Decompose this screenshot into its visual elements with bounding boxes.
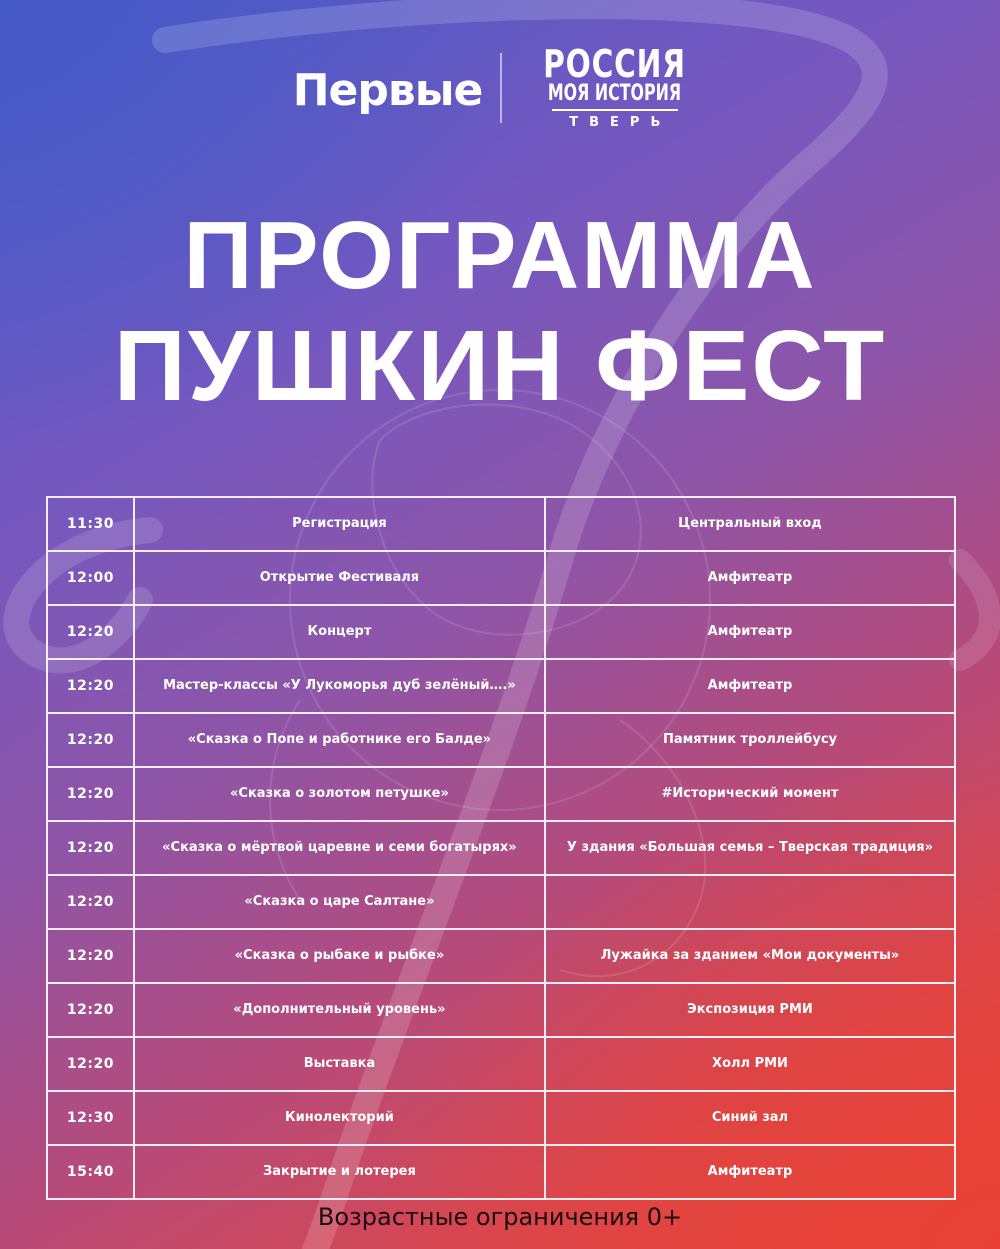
time-cell: 12:30	[47, 1091, 134, 1145]
time-cell: 12:20	[47, 659, 134, 713]
age-rating: Возрастные ограничения 0+	[317, 1203, 683, 1231]
time-cell: 12:20	[47, 983, 134, 1037]
time-cell: 12:20	[47, 821, 134, 875]
place-cell: Экспозиция РМИ	[545, 983, 955, 1037]
time-cell: 12:20	[47, 875, 134, 929]
event-cell: Регистрация	[134, 497, 545, 551]
place-cell: Амфитеатр	[545, 659, 955, 713]
place-cell: Амфитеатр	[545, 551, 955, 605]
place-cell: Амфитеатр	[545, 1145, 955, 1199]
page-title-line1: ПРОГРАММА	[183, 202, 817, 309]
schedule-row	[47, 1145, 955, 1199]
schedule-row	[47, 551, 955, 605]
time-cell: 12:20	[47, 713, 134, 767]
event-cell: «Сказка о рыбаке и рыбке»	[134, 929, 545, 983]
event-cell: «Сказка о царе Салтане»	[134, 875, 545, 929]
event-cell: Выставка	[134, 1037, 545, 1091]
time-cell: 15:40	[47, 1145, 134, 1199]
place-cell: Амфитеатр	[545, 605, 955, 659]
pervye-logo: Первые	[292, 64, 483, 116]
logo-russia-city: ТВЕРЬ	[569, 115, 672, 130]
schedule-row	[47, 713, 955, 767]
logo-russia-line2: МОЯ ИСТОРИЯ	[548, 81, 682, 106]
time-cell: 12:00	[47, 551, 134, 605]
time-cell: 12:20	[47, 767, 134, 821]
schedule-row	[47, 659, 955, 713]
schedule-row	[47, 983, 955, 1037]
event-cell: Кинолекторий	[134, 1091, 545, 1145]
schedule-table	[46, 496, 956, 1200]
time-cell: 12:20	[47, 605, 134, 659]
schedule-row	[47, 929, 955, 983]
schedule-row	[47, 875, 955, 929]
time-cell: 12:20	[47, 929, 134, 983]
place-cell: Холл РМИ	[545, 1037, 955, 1091]
place-cell	[545, 875, 955, 929]
event-cell: «Сказка о Попе и работнике его Балде»	[134, 713, 545, 767]
schedule-row	[47, 605, 955, 659]
place-cell: Памятник троллейбусу	[545, 713, 955, 767]
time-cell: 11:30	[47, 497, 134, 551]
logo-rule	[552, 109, 678, 111]
header-logos	[0, 42, 1000, 130]
time-cell: 12:20	[47, 1037, 134, 1091]
schedule-row	[47, 821, 955, 875]
schedule-row	[47, 497, 955, 551]
event-cell: «Сказка о мёртвой царевне и семи богатырях»	[134, 821, 545, 875]
place-cell: Синий зал	[545, 1091, 955, 1145]
page-title-line2: ПУШКИН ФЕСТ	[113, 310, 887, 422]
event-cell: «Дополнительный уровень»	[134, 983, 545, 1037]
place-cell: У здания «Большая семья – Тверская традиция»	[545, 821, 955, 875]
event-cell: Закрытие и лотерея	[134, 1145, 545, 1199]
place-cell: Центральный вход	[545, 497, 955, 551]
logo-russia-line1: РОССИЯ	[543, 42, 687, 86]
schedule-row	[47, 1091, 955, 1145]
event-cell: «Сказка о золотом петушке»	[134, 767, 545, 821]
schedule-row	[47, 1037, 955, 1091]
place-cell: Лужайка за зданием «Мои документы»	[545, 929, 955, 983]
schedule-row	[47, 767, 955, 821]
place-cell: #Исторический момент	[545, 767, 955, 821]
russia-my-history-logo	[522, 42, 707, 130]
event-cell: Мастер-классы «У Лукоморья дуб зелёный….»	[134, 659, 545, 713]
event-cell: Концерт	[134, 605, 545, 659]
event-cell: Открытие Фестиваля	[134, 551, 545, 605]
logo-divider	[500, 53, 502, 123]
